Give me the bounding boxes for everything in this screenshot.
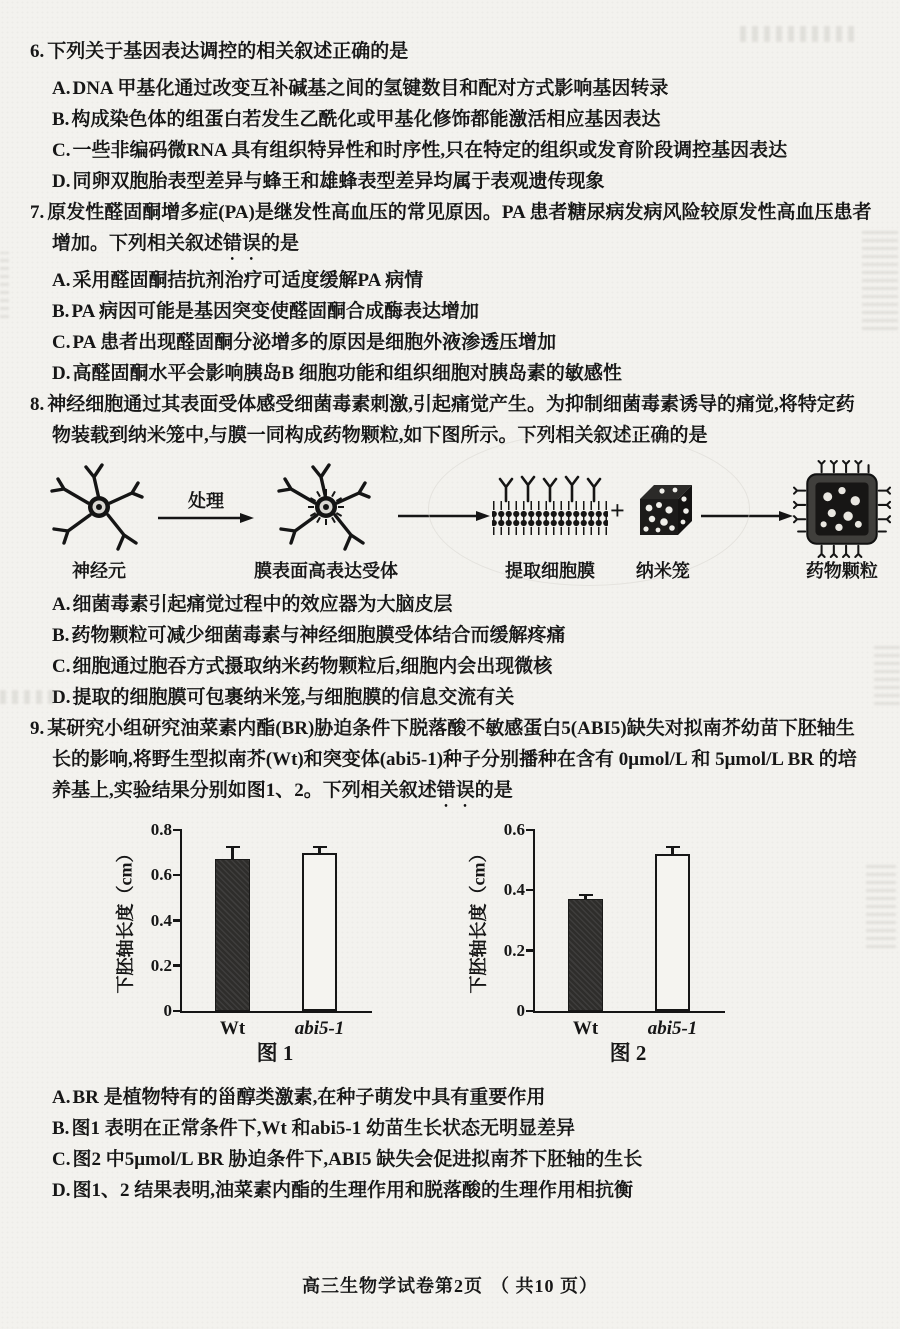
y-tick xyxy=(173,829,182,832)
arrow-2 xyxy=(398,509,490,523)
membrane-label: 提取细胞膜 xyxy=(505,561,595,581)
option-text: 图2 中5μmol/L BR 胁迫条件下,ABI5 缺失会促进拟南芥下胚轴的生长 xyxy=(72,1149,643,1170)
option-label: D. xyxy=(52,687,71,708)
y-tick-label: 0.6 xyxy=(150,865,172,885)
option-a xyxy=(30,589,872,620)
error-bar-cap xyxy=(226,846,240,849)
diagram-step-treated-neuron xyxy=(254,459,398,581)
y-tick-label: 0.4 xyxy=(150,910,172,930)
drug-particle-diagram xyxy=(40,459,878,587)
y-tick-label: 0 xyxy=(516,1001,525,1020)
y-tick-label: 0.6 xyxy=(503,820,525,839)
footer-title: 高三生物学试卷第2页 xyxy=(302,1276,483,1296)
question-number: 9. xyxy=(30,718,45,739)
nanocage-label: 纳米笼 xyxy=(635,561,690,581)
question-9 xyxy=(30,713,872,1206)
question-7 xyxy=(30,197,872,389)
option-text: 图1 表明在正常条件下,Wt 和abi5-1 幼苗生长状态无明显差异 xyxy=(71,1118,575,1139)
result-charts xyxy=(30,816,872,1074)
option-label: B. xyxy=(52,625,70,646)
option-label: A. xyxy=(52,270,71,291)
stem-text-post: 的是 xyxy=(474,780,513,801)
arrow-right-icon xyxy=(158,511,254,525)
stem-emphasis: 错误 xyxy=(436,780,475,801)
error-bar-cap xyxy=(666,846,680,849)
option-label: A. xyxy=(52,78,71,99)
x-category-label: Wt xyxy=(219,1018,246,1039)
y-tick xyxy=(526,829,535,832)
plus-sign: + xyxy=(610,496,625,525)
option-text: 高醛固酮水平会影响胰岛B 细胞功能和组织细胞对胰岛素的敏感性 xyxy=(72,363,622,384)
y-tick xyxy=(526,949,535,952)
option-label: D. xyxy=(52,171,71,192)
option-text: BR 是植物特有的甾醇类激素,在种子萌发中具有重要作用 xyxy=(72,1087,546,1108)
option-text: 细菌毒素引起痛觉过程中的效应器为大脑皮层 xyxy=(72,594,453,615)
stem-text: 某研究小组研究油菜素内酯(BR)胁迫条件下脱落酸不敏感蛋白5(ABI5)缺失对拟南芥幼苗下胚轴生长的影响,将野生型拟南芥(Wt)和突变体(abi5-1)种子分别播种在含有 0μmol/L 和 5μmol/L BR 的培养基上,实验结果分别如图1、2。下列相关叙述 xyxy=(47,718,857,801)
arrow-right-icon xyxy=(398,509,490,523)
question-number: 6. xyxy=(30,41,45,62)
option-a xyxy=(30,73,872,104)
bar-Wt xyxy=(215,859,250,1011)
arrow-3 xyxy=(701,509,793,523)
option-label: C. xyxy=(52,332,71,353)
option-label: A. xyxy=(52,1087,71,1108)
option-text: PA 病因可能是基因突变使醛固酮合成酶表达增加 xyxy=(71,301,480,322)
option-c xyxy=(30,651,872,682)
option-c xyxy=(30,135,872,166)
option-d xyxy=(30,358,872,389)
option-text: 同卵双胞胎表型差异与蜂王和雄蜂表型差异均属于表观遗传现象 xyxy=(72,171,605,192)
x-category-label: abi5-1 xyxy=(294,1018,345,1039)
figure-2-chart xyxy=(405,816,740,1074)
footer-page-count: （ 共10 页） xyxy=(491,1276,598,1296)
question-stem xyxy=(30,389,872,457)
option-text: 图1、2 结果表明,油菜素内酯的生理作用和脱落酸的生理作用相抗衡 xyxy=(72,1180,633,1201)
treated-neuron-icon xyxy=(265,459,387,559)
stem-text: 神经细胞通过其表面受体感受细菌毒素刺激,引起痛觉产生。为抑制细菌毒素诱导的痛觉,将特定药物装载到纳米笼中,与膜一同构成药物颗粒,如下图所示。下列相关叙述正确的是 xyxy=(47,394,855,446)
option-a xyxy=(30,265,872,296)
y-tick xyxy=(173,964,182,967)
question-number: 8. xyxy=(30,394,45,415)
option-text: DNA 甲基化通过改变互补碱基之间的氢键数目和配对方式影响基因转录 xyxy=(72,78,669,99)
option-c xyxy=(30,1144,872,1175)
x-category-label: Wt xyxy=(572,1018,599,1039)
y-tick xyxy=(173,919,182,922)
y-axis-title: 下胚轴长度（cm） xyxy=(468,844,489,994)
option-b xyxy=(30,620,872,651)
error-bar-cap xyxy=(579,894,593,897)
y-tick-label: 0.8 xyxy=(150,820,172,839)
membrane-icon xyxy=(490,459,610,559)
y-axis-title: 下胚轴长度（cm） xyxy=(115,844,136,994)
diagram-step-membrane xyxy=(490,459,610,581)
figure-caption: 图 2 xyxy=(609,1041,647,1065)
question-stem xyxy=(30,713,872,812)
option-label: C. xyxy=(52,140,71,161)
question-6 xyxy=(30,36,872,197)
option-text: 构成染色体的组蛋白若发生乙酰化或甲基化修饰都能激活相应基因表达 xyxy=(71,109,661,130)
plot-area xyxy=(150,820,372,1039)
stem-text: 下列关于基因表达调控的相关叙述正确的是 xyxy=(47,41,409,62)
option-text: 一些非编码微RNA 具有组织特异性和时序性,只在特定的组织或发育阶段调控基因表达 xyxy=(72,140,788,161)
process-arrow xyxy=(158,491,254,525)
y-tick-label: 0.2 xyxy=(150,955,172,975)
option-text: 采用醛固酮拮抗剂治疗可适度缓解PA 病情 xyxy=(72,270,424,291)
option-label: D. xyxy=(52,1180,71,1201)
arrow-right-icon xyxy=(701,509,793,523)
option-b xyxy=(30,1113,872,1144)
neuron-label: 神经元 xyxy=(72,561,126,581)
y-tick xyxy=(526,1010,535,1013)
option-d xyxy=(30,166,872,197)
question-8 xyxy=(30,389,878,713)
bar-abi5-1 xyxy=(302,853,337,1011)
question-number: 7. xyxy=(30,202,45,223)
option-text: PA 患者出现醛固酮分泌增多的原因是细胞外液渗透压增加 xyxy=(72,332,557,353)
question-stem xyxy=(30,36,872,73)
option-label: B. xyxy=(52,1118,70,1139)
diagram-step-nanocage xyxy=(625,459,701,581)
option-label: C. xyxy=(52,1149,71,1170)
process-label: 处理 xyxy=(188,491,224,511)
figure-1-chart xyxy=(52,816,387,1074)
nanocage-icon xyxy=(625,459,701,559)
x-category-label: abi5-1 xyxy=(647,1018,698,1039)
diagram-step-neuron xyxy=(40,459,158,581)
question-stem xyxy=(30,197,872,265)
page-footer xyxy=(0,1272,900,1298)
stem-text: 原发性醛固酮增多症(PA)是继发性高血压的常见原因。PA 患者糖尿病发病风险较原发性高血压患者增加。下列相关叙述 xyxy=(47,202,872,254)
bar-Wt xyxy=(568,899,603,1011)
error-bar-cap xyxy=(313,846,327,849)
neuron-icon xyxy=(40,459,158,559)
plot-area xyxy=(503,820,725,1039)
option-text: 细胞通过胞吞方式摄取纳米药物颗粒后,细胞内会出现微核 xyxy=(72,656,553,677)
stem-text-post: 的是 xyxy=(261,233,300,254)
y-tick xyxy=(173,1010,182,1013)
option-b xyxy=(30,296,872,327)
figure-caption: 图 1 xyxy=(256,1041,294,1065)
bar-abi5-1 xyxy=(655,854,690,1011)
drug-particle-icon xyxy=(793,459,891,559)
option-text: 药物颗粒可减少细菌毒素与神经细胞膜受体结合而缓解疼痛 xyxy=(71,625,566,646)
drug-particle-label: 药物颗粒 xyxy=(805,561,878,581)
option-c xyxy=(30,327,872,358)
option-label: A. xyxy=(52,594,71,615)
option-b xyxy=(30,104,872,135)
y-tick xyxy=(173,874,182,877)
option-label: B. xyxy=(52,109,70,130)
y-tick xyxy=(526,889,535,892)
option-label: C. xyxy=(52,656,71,677)
option-label: D. xyxy=(52,363,71,384)
diagram-step-drug-particle xyxy=(793,459,891,581)
y-tick-label: 0.2 xyxy=(503,940,525,960)
option-text: 提取的细胞膜可包裹纳米笼,与细胞膜的信息交流有关 xyxy=(72,687,515,708)
option-label: B. xyxy=(52,301,70,322)
option-d xyxy=(30,1175,872,1206)
y-tick-label: 0.4 xyxy=(503,880,525,900)
option-d xyxy=(30,682,872,713)
option-a xyxy=(30,1082,872,1113)
treated-neuron-label: 膜表面高表达受体 xyxy=(254,561,398,581)
stem-emphasis: 错误 xyxy=(223,233,262,254)
y-tick-label: 0 xyxy=(163,1001,172,1020)
